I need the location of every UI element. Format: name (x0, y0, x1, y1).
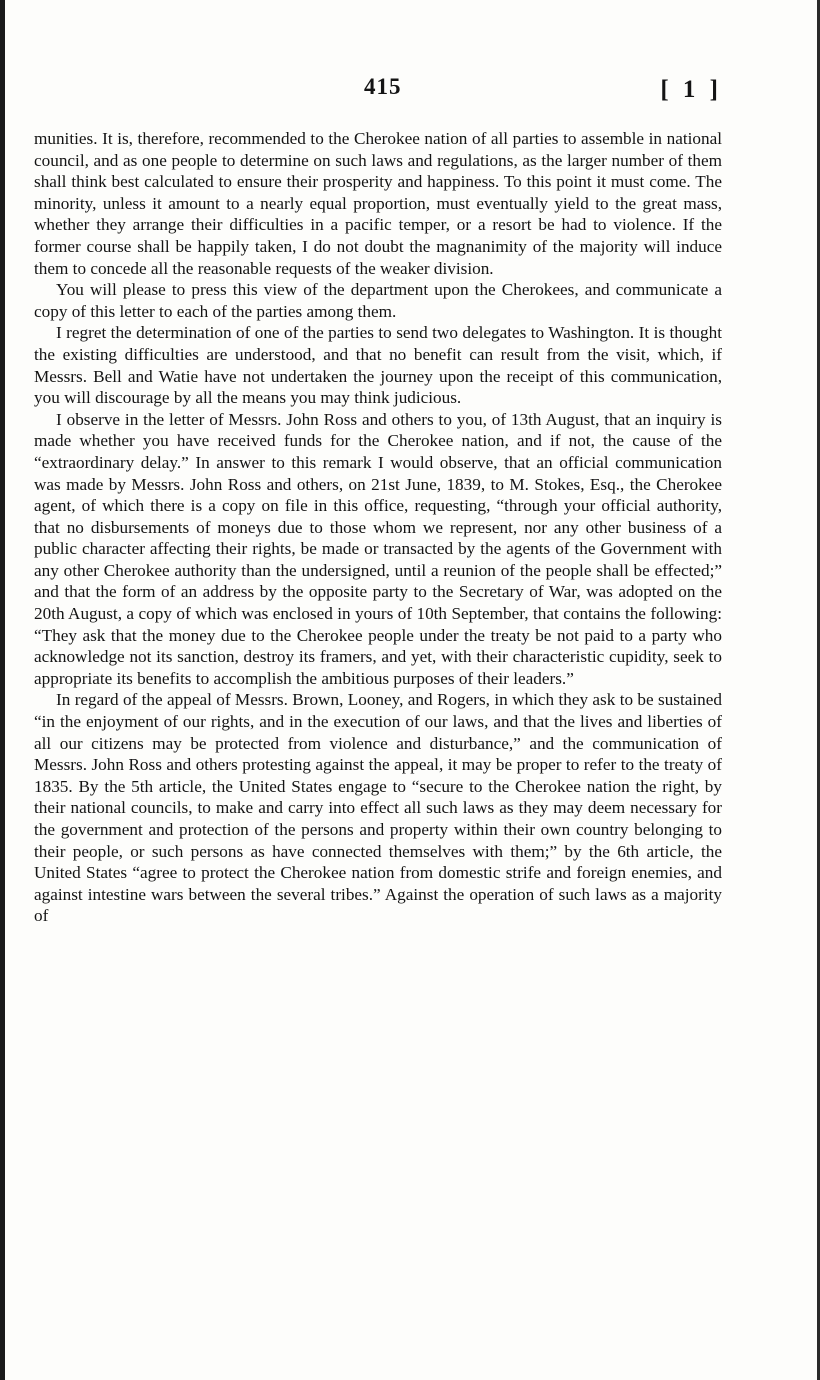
paragraph: I regret the determination of one of the parties to send two delegates to Washington. It is thought the existing difficulties are understood, and that no benefit can result from the visit, which, if Messrs. Bell and Watie have not undertaken the journey upon the receipt of this communication, you will discourage by all the means you may think judicious. (34, 323, 722, 408)
paragraph: I observe in the letter of Messrs. John Ross and others to you, of 13th August, that an inquiry is made whether you have received funds for the Cherokee nation, and if not, the cause of the “extraordinary delay.” In answer to this remark I would observe, that an official communication was made by Messrs. John Ross and others, on 21st June, 1839, to M. Stokes, Esq., the Cherokee agent, of which there is a copy on file in this office, requesting, “through your official authority, that no disbursements of moneys due to those whom we represent, nor any other business of a public character affecting their rights, be made or transacted by the agents of the Government with any other Cherokee authority than the undersigned, until a reunion of the people shall be effected;” and that the form of an address by the opposite party to the Secretary of War, was adopted on the 20th August, a copy of which was enclosed in yours of 10th September, that contains the following: “They ask that the money due to the Cherokee people under the treaty be not paid to a party who acknowledge not its sanction, destroy its framers, and yet, with their characteristic cupidity, seek to appropriate its benefits to accomplish the ambitious purposes of their leaders.” (34, 409, 722, 688)
paragraph: You will please to press this view of the department upon the Cherokees, and communicate a copy of this letter to each of the parties among them. (34, 280, 722, 321)
page-number: 415 (364, 74, 402, 99)
page-header (34, 74, 722, 114)
page-left-edge (0, 0, 5, 1380)
paragraph: In regard of the appeal of Messrs. Brown, Looney, and Rogers, in which they ask to be sustained “in the enjoyment of our rights, and in the execution of our laws, and that the lives and liberties of all our citizens may be protected from violence and disturbance,” and the communication of Messrs. John Ross and others protesting against the appeal, it may be proper to refer to the treaty of 1835. By the 5th article, the United States engage to “secure to the Cherokee nation the right, by their national councils, to make and carry into effect all such laws as they may deem necessary for the government and protection of the persons and property within their own country belonging to their people, or such persons as have connected themselves with them;” by the 6th article, the United States “agree to protect the Cherokee nation from domestic strife and foreign enemies, and against intestine wars between the several tribes.” Against the operation of such laws as a majority of (34, 690, 722, 926)
document-mark: [ 1 ] (660, 76, 722, 103)
paragraph-continuation: munities. It is, therefore, recommended to the Cherokee nation of all parties to assemble in national council, and as one people to determine on such laws and regulations, as the larger number of them shall think best calculated to ensure their prosperity and happiness. To this point it must come. The minority, unless it amount to a nearly equal proportion, must eventually yield to the great mass, whether they arrange their difficulties in a pacific temper, or a resort be had to violence. If the former course shall be happily taken, I do not doubt the magnanimity of the majority will induce them to concede all the reasonable requests of the weaker division. (34, 129, 722, 278)
body-text (34, 128, 722, 927)
